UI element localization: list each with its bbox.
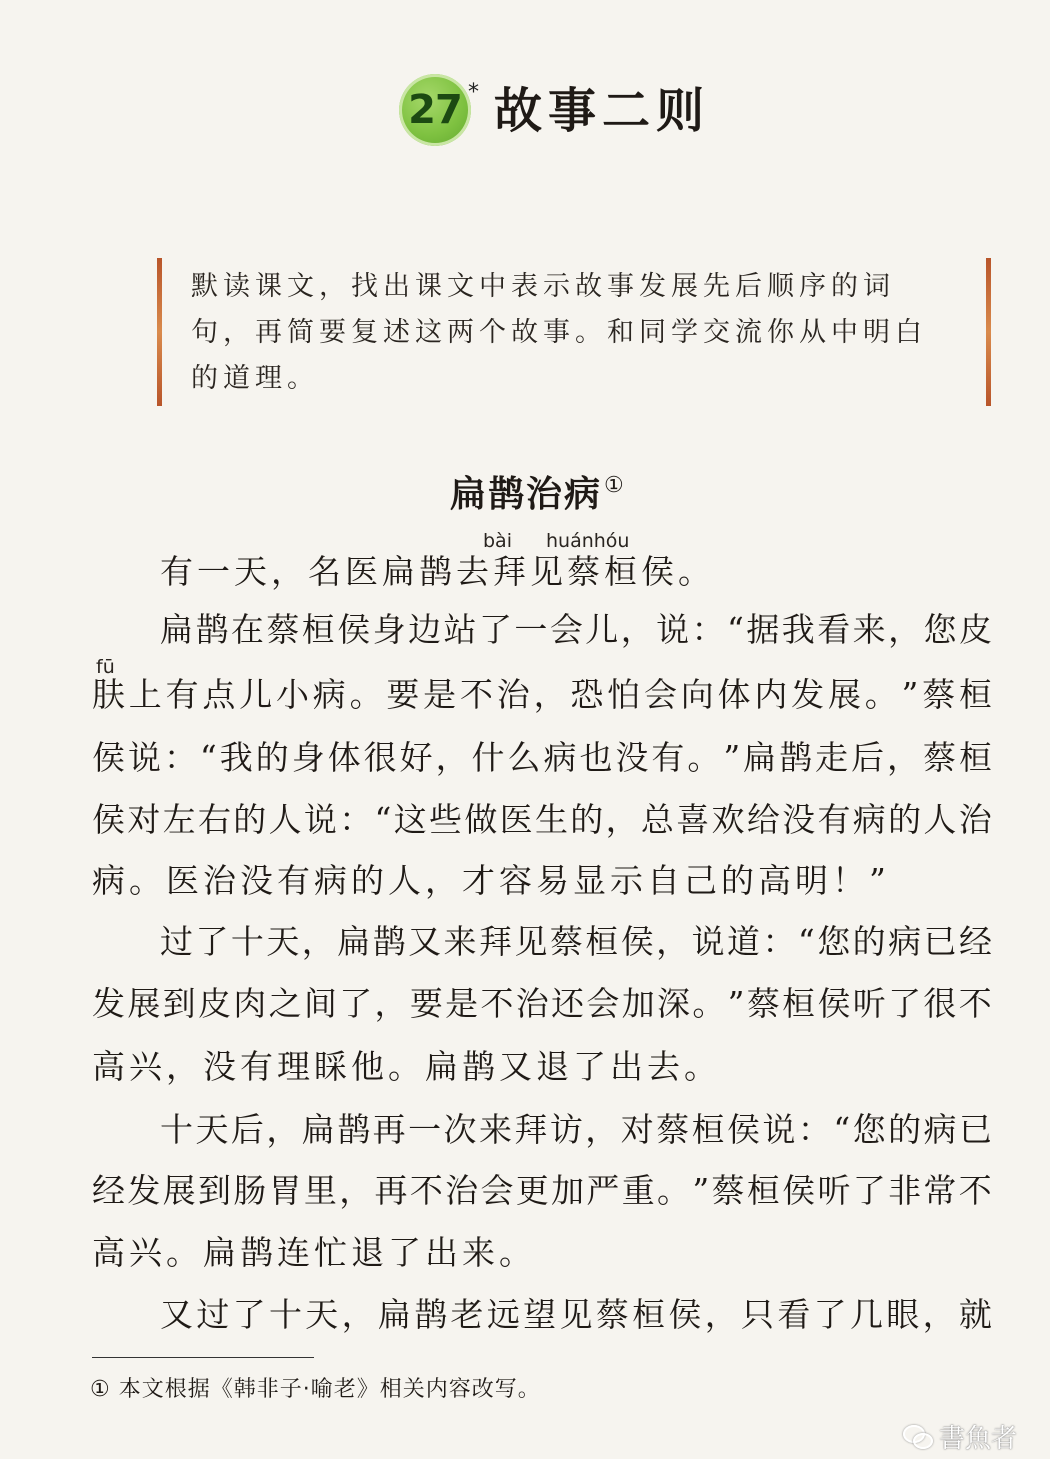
lesson-number: 27 [408,87,462,133]
reading-prompt-text: 默读课文，找出课文中表示故事发展先后顺序的词句，再简要复述这两个故事。和同学交流你从中明白的道理。 [191,271,927,394]
reading-prompt-box [157,258,991,406]
body-line: 侯 对 左 右 的 人 说 ： “ 这 些 做 医 生 的 ， 总 喜 欢 给 没 有 病 的 人 治 [92,800,992,839]
footnote: ① 本文根据《韩非子·喻老》相关内容改写。 [90,1377,541,1402]
watermark-text: 書魚者 [939,1424,1018,1454]
story-title [450,466,626,517]
body-line: 病。医治没有病的人，才容易显示自己的高明！” [92,861,890,900]
story-title-text: 扁鹊治病 [450,473,603,515]
pinyin-huanhou: huánhóu [546,530,630,552]
lesson-number-badge [399,74,471,146]
body-line: 侯 说 ： “ 我 的 身 体 很 好 ， 什 么 病 也 没 有 。 ” 扁 鹊 走 后 ， 蔡 桓 [92,738,992,777]
body-line: 又 过 了 十 天 ， 扁 鹊 老 远 望 见 蔡 桓 侯 ， 只 看 了 几 眼 ， 就 [160,1295,992,1334]
optional-lesson-marker: * [468,80,479,105]
watermark [903,1418,1017,1455]
pinyin-fu: fū [96,656,115,678]
footnote-divider [92,1357,314,1358]
body-line: 经 发 展 到 肠 胃 里 ， 再 不 治 会 更 加 严 重 。 ” 蔡 桓 侯 听 了 非 常 不 [92,1171,992,1210]
body-line: 肤 上 有 点 儿 小 病 。 要 是 不 治 ， 恐 怕 会 向 体 内 发 展 。 ” 蔡 桓 [92,675,992,714]
lesson-title: 故事二则 [494,83,711,139]
pinyin-bai: bài [483,530,512,552]
prompt-left-bar [157,258,162,406]
body-line: 扁 鹊 在 蔡 桓 侯 身 边 站 了 一 会 儿 ， 说 ： “ 据 我 看 来 ， 您 皮 [160,610,992,649]
body-line: 十 天 后 ， 扁 鹊 再 一 次 来 拜 访 ， 对 蔡 桓 侯 说 ： “ 您 的 病 已 [160,1110,992,1149]
prompt-right-bar [986,258,991,406]
body-line: 过 了 十 天 ， 扁 鹊 又 来 拜 见 蔡 桓 侯 ， 说 道 ： “ 您 的 病 已 经 [160,922,992,961]
body-line: 高兴。扁鹊连忙退了出来。 [92,1233,536,1272]
footnote-marker: ① [604,473,626,498]
body-line: 发 展 到 皮 肉 之 间 了 ， 要 是 不 治 还 会 加 深 。 ” 蔡 桓 侯 听 了 很 不 [92,984,992,1023]
body-line: 有一天，名医扁鹊去拜见蔡桓侯。 [160,552,715,591]
wechat-icon [903,1425,933,1449]
body-line: 高兴，没有理睬他。扁鹊又退了出去。 [92,1047,721,1086]
